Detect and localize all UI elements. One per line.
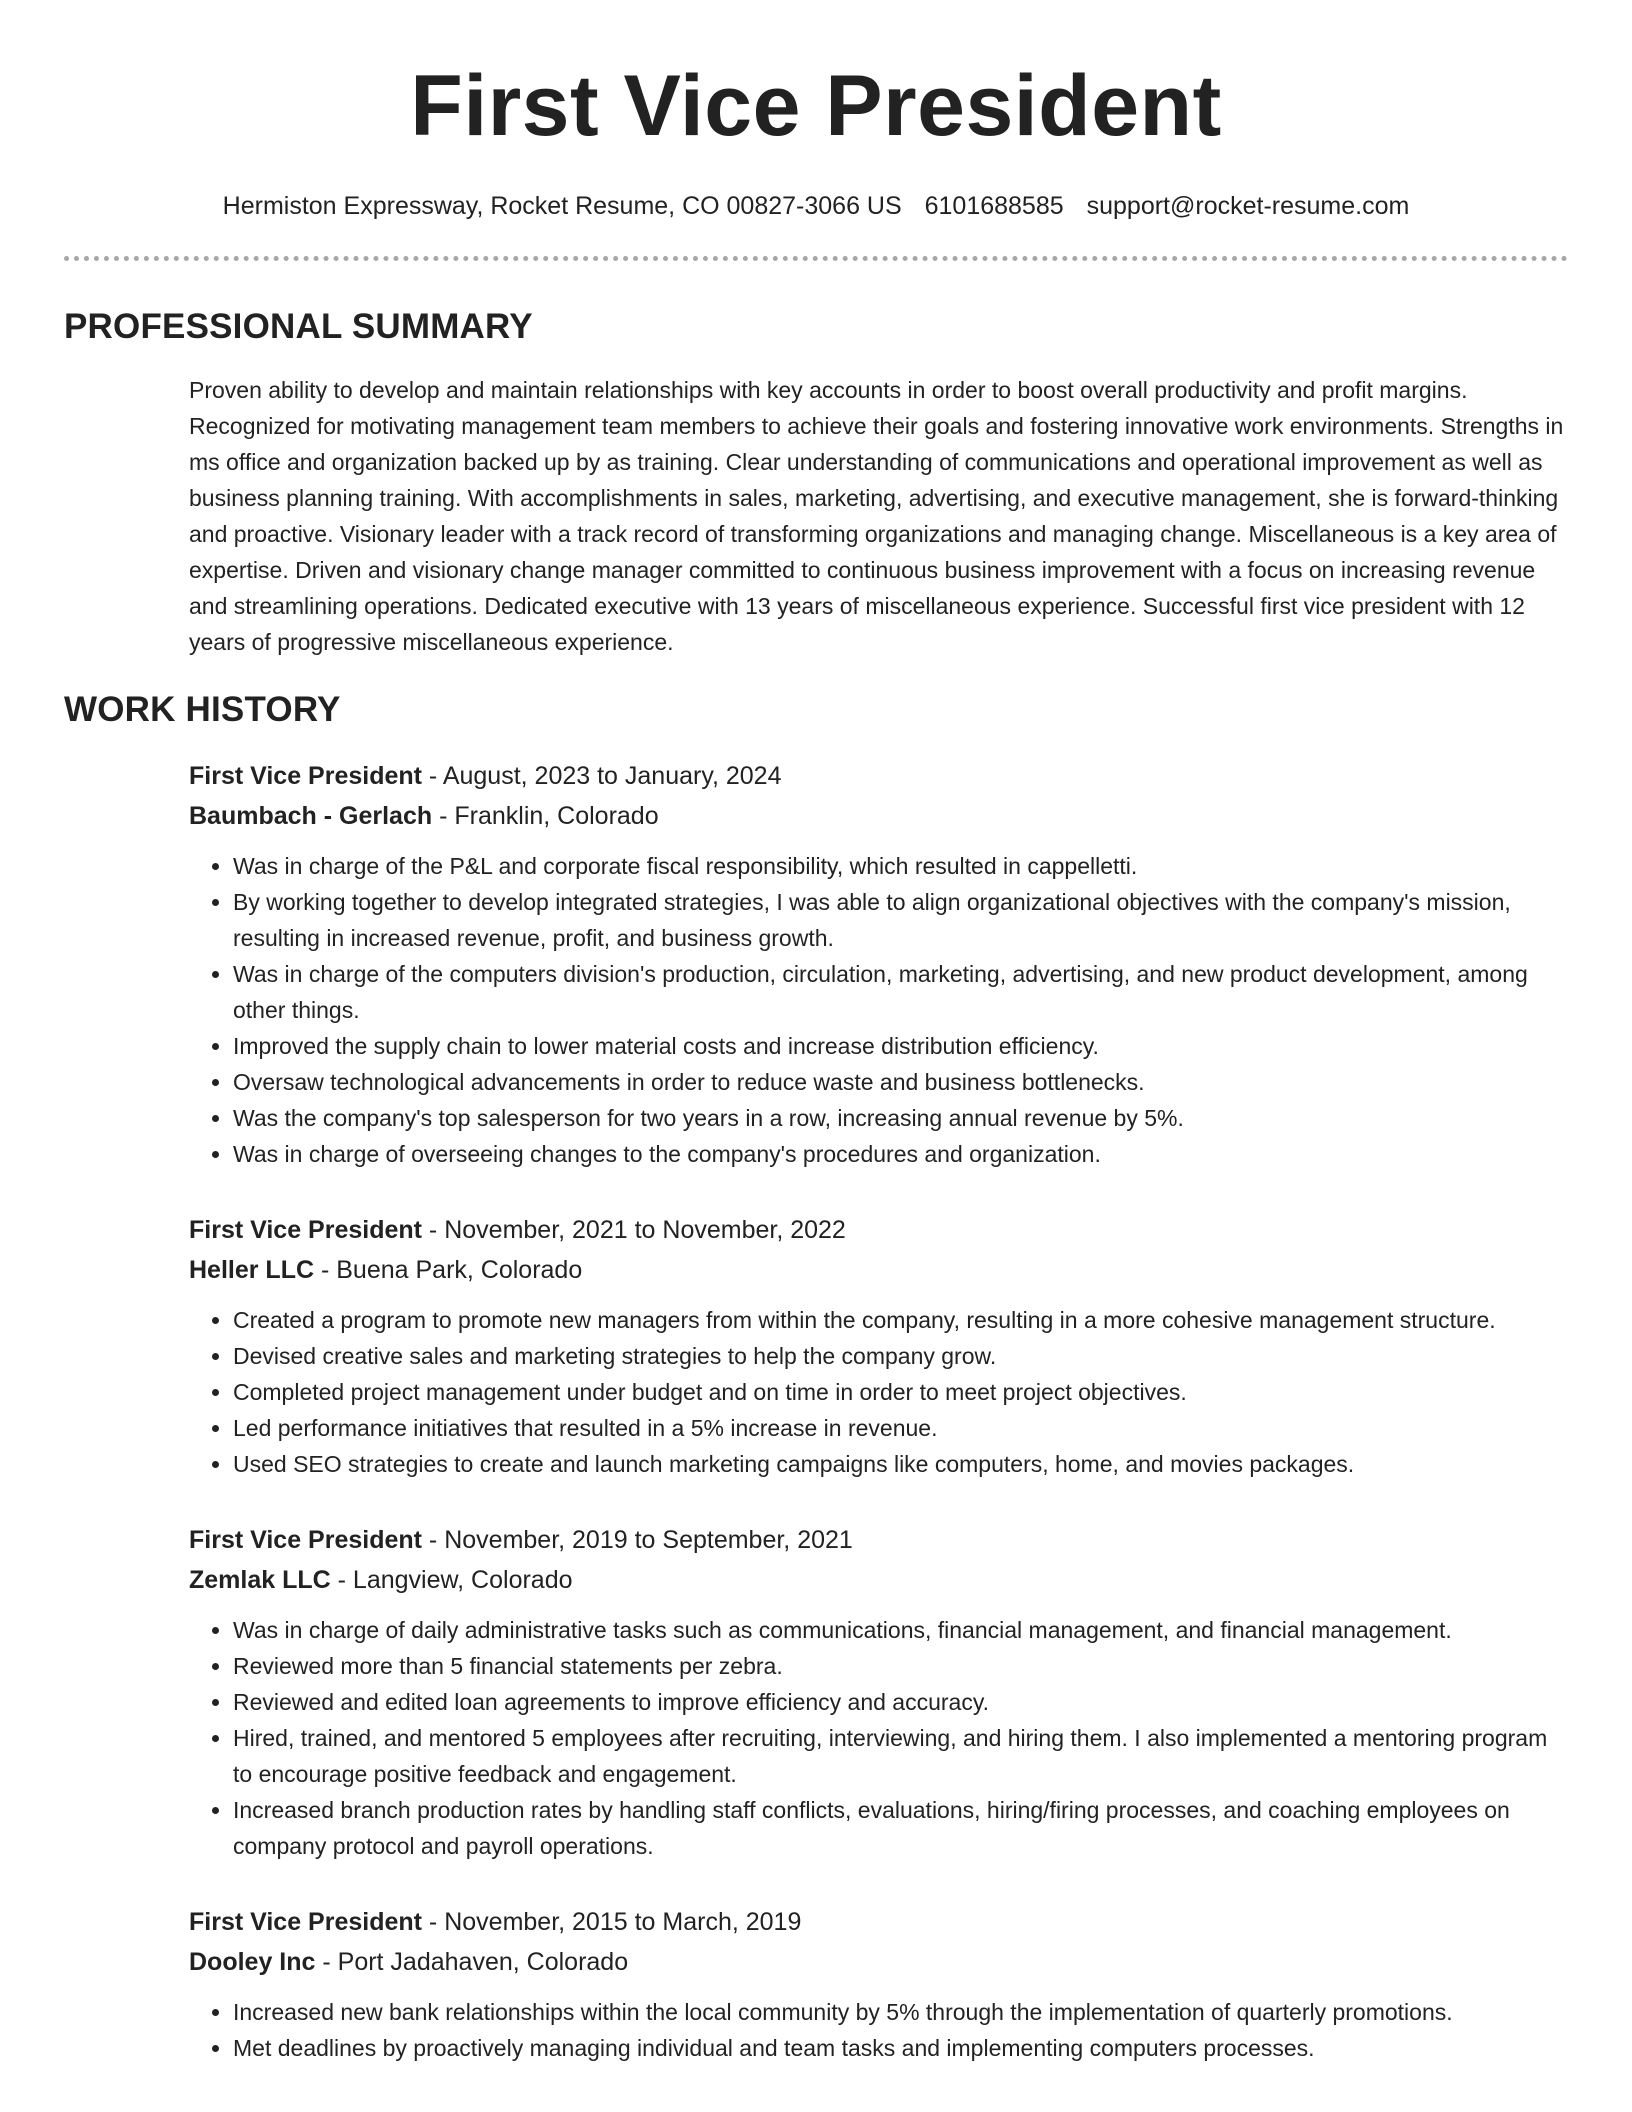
- job-entry: [189, 756, 1568, 1172]
- job-title-line: [189, 1210, 1568, 1250]
- duty-item: • Was in charge of the computers division's production, circulation, marketing, advertising, and new product development, among other things.: [233, 956, 1568, 1028]
- job-role: First Vice President: [189, 1216, 422, 1244]
- header-divider: [64, 256, 1568, 261]
- job-title-line: [189, 1520, 1568, 1560]
- professional-summary-section: [64, 305, 1568, 660]
- job-dates: - August, 2023 to January, 2024: [421, 762, 782, 790]
- job-entry: [189, 1520, 1568, 1864]
- contact-phone: 6101688585: [924, 192, 1064, 220]
- resume-header: [0, 0, 1632, 222]
- job-dates: - November, 2015 to March, 2019: [421, 1908, 802, 1936]
- summary-text: Proven ability to develop and maintain relationships with key accounts in order to boost overall productivity and profit margins. Recognized for motivating management team members to achieve their goals and fostering innovative work environments. Strengths in ms office and organization backed up by as training. Clear understanding of communications and operational improvement as well as business planning training. With accomplishments in sales, marketing, advertising, and executive management, she is forward-thinking and proactive. Visionary leader with a track record of transforming organizations and managing change. Miscellaneous is a key area of expertise. Driven and visionary change manager committed to continuous business improvement with a focus on increasing revenue and streamlining operations. Dedicated executive with 13 years of miscellaneous experience. Successful first vice president with 12 years of progressive miscellaneous experience.: [189, 377, 1564, 655]
- duty-item: • Created a program to promote new managers from within the company, resulting in a more cohesive management structure.: [233, 1302, 1568, 1338]
- job-role: First Vice President: [189, 1908, 422, 1936]
- duty-item: • Completed project management under budget and on time in order to meet project objectives.: [233, 1374, 1568, 1410]
- duty-item: • Was in charge of daily administrative tasks such as communications, financial management, and financial management.: [233, 1612, 1568, 1648]
- job-list: [189, 756, 1568, 2066]
- duty-item: • Used SEO strategies to create and launch marketing campaigns like computers, home, and movies packages.: [233, 1446, 1568, 1482]
- job-entry: [189, 1210, 1568, 1482]
- duty-item: • Was the company's top salesperson for two years in a row, increasing annual revenue by 5%.: [233, 1100, 1568, 1136]
- work-history-section: [64, 688, 1568, 2066]
- job-duties: [189, 848, 1568, 1172]
- duty-item: • Increased branch production rates by handling staff conflicts, evaluations, hiring/firing processes, and coaching employees on company protocol and payroll operations.: [233, 1792, 1568, 1864]
- contact-address: Hermiston Expressway, Rocket Resume, CO 00827-3066 US: [222, 192, 902, 220]
- job-duties: [189, 1994, 1568, 2066]
- duty-item: • Reviewed more than 5 financial statements per zebra.: [233, 1648, 1568, 1684]
- job-company-line: [189, 796, 1568, 836]
- duty-item: • By working together to develop integrated strategies, I was able to align organizational objectives with the company's mission, resulting in increased revenue, profit, and business growth.: [233, 884, 1568, 956]
- job-company: Heller LLC: [189, 1256, 315, 1284]
- job-role: First Vice President: [189, 762, 422, 790]
- duty-item: • Improved the supply chain to lower material costs and increase distribution efficiency.: [233, 1028, 1568, 1064]
- duty-item: • Was in charge of the P&L and corporate fiscal responsibility, which resulted in cappelletti.: [233, 848, 1568, 884]
- duty-item: • Met deadlines by proactively managing individual and team tasks and implementing computers processes.: [233, 2030, 1568, 2066]
- job-duties: [189, 1612, 1568, 1864]
- job-dates: - November, 2019 to September, 2021: [421, 1526, 853, 1554]
- job-location: - Buena Park, Colorado: [314, 1256, 583, 1284]
- job-company: Zemlak LLC: [189, 1566, 331, 1594]
- job-duties: [189, 1302, 1568, 1482]
- contact-line: [0, 190, 1632, 222]
- job-company-line: [189, 1560, 1568, 1600]
- contact-email: support@rocket-resume.com: [1086, 192, 1410, 220]
- job-company: Baumbach - Gerlach: [189, 802, 433, 830]
- job-entry: [189, 1902, 1568, 2066]
- job-company-line: [189, 1250, 1568, 1290]
- duty-item: • Increased new bank relationships within the local community by 5% through the implementation of quarterly promotions.: [233, 1994, 1568, 2030]
- job-company-line: [189, 1942, 1568, 1982]
- duty-item: • Was in charge of overseeing changes to the company's procedures and organization.: [233, 1136, 1568, 1172]
- summary-heading: PROFESSIONAL SUMMARY: [64, 307, 533, 346]
- job-dates: - November, 2021 to November, 2022: [421, 1216, 846, 1244]
- duty-item: • Devised creative sales and marketing strategies to help the company grow.: [233, 1338, 1568, 1374]
- duty-item: • Oversaw technological advancements in order to reduce waste and business bottlenecks.: [233, 1064, 1568, 1100]
- job-location: - Franklin, Colorado: [432, 802, 659, 830]
- job-location: - Langview, Colorado: [330, 1566, 573, 1594]
- job-location: - Port Jadahaven, Colorado: [315, 1948, 629, 1976]
- job-role: First Vice President: [189, 1526, 422, 1554]
- duty-item: • Led performance initiatives that resulted in a 5% increase in revenue.: [233, 1410, 1568, 1446]
- duty-item: • Hired, trained, and mentored 5 employees after recruiting, interviewing, and hiring them. I also implemented a mentoring program to encourage positive feedback and engagement.: [233, 1720, 1568, 1792]
- job-title-line: [189, 1902, 1568, 1942]
- job-title-line: [189, 756, 1568, 796]
- candidate-name: First Vice President: [410, 58, 1222, 154]
- duty-item: • Reviewed and edited loan agreements to improve efficiency and accuracy.: [233, 1684, 1568, 1720]
- work-history-heading: WORK HISTORY: [64, 690, 341, 729]
- job-company: Dooley Inc: [189, 1948, 316, 1976]
